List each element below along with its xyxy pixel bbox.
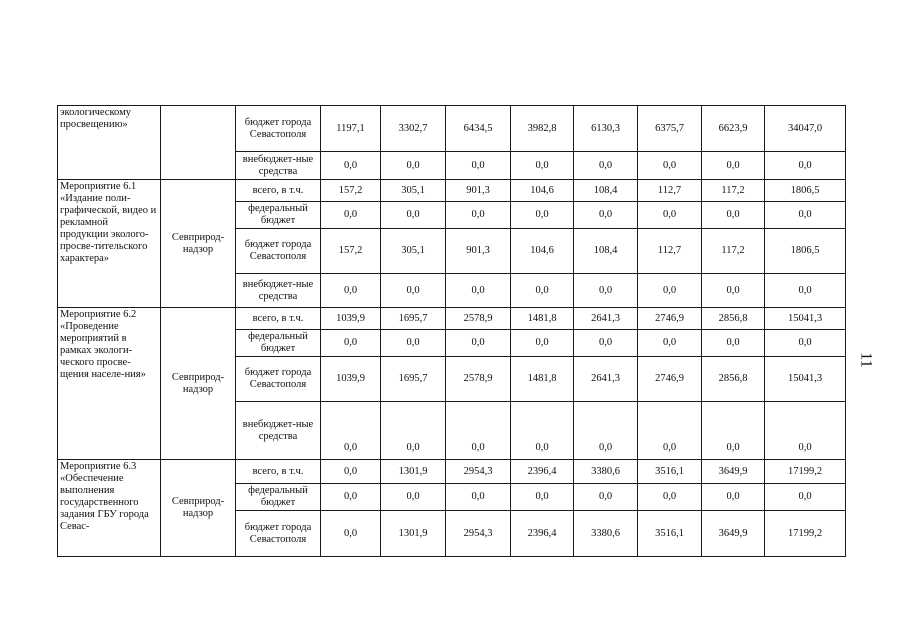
table-row [58,460,846,484]
funding-source-cell: всего, в т.ч. [236,460,321,484]
funding-source-cell: федеральный бюджет [236,484,321,511]
year-value-cell: 2856,8 [702,308,765,330]
year-value-cell: 901,3 [446,229,511,274]
year-value-cell: 2396,4 [511,511,574,557]
year-value-cell: 0,0 [446,330,511,357]
total-value-cell: 0,0 [765,484,846,511]
year-value-cell: 0,0 [574,402,638,460]
budget-table-body [58,106,846,557]
year-value-cell: 3380,6 [574,460,638,484]
year-value-cell: 2641,3 [574,308,638,330]
year-value-cell: 3982,8 [511,106,574,152]
year-value-cell: 0,0 [446,484,511,511]
funding-source-cell: бюджет города Севастополя [236,357,321,402]
year-value-cell: 0,0 [702,330,765,357]
year-value-cell: 104,6 [511,180,574,202]
year-value-cell: 1695,7 [381,308,446,330]
year-value-cell: 2396,4 [511,460,574,484]
year-value-cell: 1481,8 [511,308,574,330]
page-number: 11 [857,352,875,368]
year-value-cell: 0,0 [321,152,381,180]
executor-cell [161,106,236,180]
total-value-cell: 17199,2 [765,511,846,557]
year-value-cell: 0,0 [381,274,446,308]
year-value-cell: 3516,1 [638,511,702,557]
funding-source-cell: бюджет города Севастополя [236,106,321,152]
year-value-cell: 2954,3 [446,511,511,557]
funding-source-cell: федеральный бюджет [236,330,321,357]
year-value-cell: 6623,9 [702,106,765,152]
year-value-cell: 2746,9 [638,308,702,330]
executor-cell: Севприрод-надзор [161,180,236,308]
year-value-cell: 1301,9 [381,460,446,484]
year-value-cell: 0,0 [321,202,381,229]
year-value-cell: 2641,3 [574,357,638,402]
year-value-cell: 0,0 [321,484,381,511]
year-value-cell: 0,0 [574,202,638,229]
year-value-cell: 0,0 [511,484,574,511]
year-value-cell: 2856,8 [702,357,765,402]
year-value-cell: 0,0 [574,484,638,511]
year-value-cell: 2578,9 [446,357,511,402]
year-value-cell: 1197,1 [321,106,381,152]
total-value-cell: 34047,0 [765,106,846,152]
year-value-cell: 0,0 [638,274,702,308]
year-value-cell: 0,0 [381,202,446,229]
year-value-cell: 0,0 [446,274,511,308]
total-value-cell: 0,0 [765,152,846,180]
funding-source-cell: бюджет города Севастополя [236,511,321,557]
year-value-cell: 0,0 [574,274,638,308]
total-value-cell: 15041,3 [765,308,846,330]
year-value-cell: 108,4 [574,229,638,274]
year-value-cell: 112,7 [638,180,702,202]
year-value-cell: 0,0 [446,402,511,460]
funding-source-cell: бюджет города Севастополя [236,229,321,274]
year-value-cell: 0,0 [638,202,702,229]
total-value-cell: 1806,5 [765,180,846,202]
year-value-cell: 0,0 [381,402,446,460]
year-value-cell: 901,3 [446,180,511,202]
year-value-cell: 1301,9 [381,511,446,557]
event-name-cell: экологическому просвещению» [58,106,161,180]
year-value-cell: 117,2 [702,180,765,202]
year-value-cell: 1695,7 [381,357,446,402]
year-value-cell: 0,0 [702,402,765,460]
year-value-cell: 1039,9 [321,357,381,402]
year-value-cell: 0,0 [702,202,765,229]
funding-source-cell: федеральный бюджет [236,202,321,229]
year-value-cell: 6375,7 [638,106,702,152]
year-value-cell: 0,0 [511,152,574,180]
year-value-cell: 0,0 [511,202,574,229]
event-name-cell: Мероприятие 6.2 «Проведение мероприятий в рамках экологи-ческого просве-щения населе-ния» [58,308,161,460]
executor-cell: Севприрод-надзор [161,460,236,557]
executor-cell: Севприрод-надзор [161,308,236,460]
year-value-cell: 0,0 [638,152,702,180]
year-value-cell: 0,0 [702,274,765,308]
table-row [58,180,846,202]
year-value-cell: 0,0 [321,274,381,308]
year-value-cell: 3302,7 [381,106,446,152]
year-value-cell: 117,2 [702,229,765,274]
total-value-cell: 0,0 [765,274,846,308]
year-value-cell: 0,0 [446,202,511,229]
event-name-cell: Мероприятие 6.3 «Обеспечение выполнения государственного задания ГБУ города Севас- [58,460,161,557]
year-value-cell: 6434,5 [446,106,511,152]
total-value-cell: 0,0 [765,202,846,229]
total-value-cell: 17199,2 [765,460,846,484]
year-value-cell: 0,0 [446,152,511,180]
funding-source-cell: внебюджет-ные средства [236,402,321,460]
year-value-cell: 0,0 [574,152,638,180]
year-value-cell: 3649,9 [702,511,765,557]
year-value-cell: 0,0 [638,330,702,357]
year-value-cell: 2578,9 [446,308,511,330]
total-value-cell: 1806,5 [765,229,846,274]
year-value-cell: 1481,8 [511,357,574,402]
funding-source-cell: внебюджет-ные средства [236,152,321,180]
budget-table [57,105,846,557]
year-value-cell: 0,0 [574,330,638,357]
year-value-cell: 1039,9 [321,308,381,330]
year-value-cell: 112,7 [638,229,702,274]
year-value-cell: 0,0 [321,402,381,460]
year-value-cell: 157,2 [321,180,381,202]
total-value-cell: 0,0 [765,402,846,460]
year-value-cell: 305,1 [381,180,446,202]
year-value-cell: 0,0 [511,330,574,357]
funding-source-cell: внебюджет-ные средства [236,274,321,308]
year-value-cell: 108,4 [574,180,638,202]
year-value-cell: 305,1 [381,229,446,274]
year-value-cell: 0,0 [511,402,574,460]
year-value-cell: 3516,1 [638,460,702,484]
year-value-cell: 6130,3 [574,106,638,152]
year-value-cell: 2954,3 [446,460,511,484]
year-value-cell: 0,0 [511,274,574,308]
year-value-cell: 157,2 [321,229,381,274]
year-value-cell: 3649,9 [702,460,765,484]
table-row [58,308,846,330]
year-value-cell: 2746,9 [638,357,702,402]
table-row [58,106,846,152]
year-value-cell: 0,0 [702,484,765,511]
year-value-cell: 0,0 [321,511,381,557]
year-value-cell: 0,0 [381,484,446,511]
year-value-cell: 104,6 [511,229,574,274]
year-value-cell: 0,0 [638,484,702,511]
total-value-cell: 15041,3 [765,357,846,402]
funding-source-cell: всего, в т.ч. [236,180,321,202]
funding-source-cell: всего, в т.ч. [236,308,321,330]
year-value-cell: 0,0 [381,152,446,180]
year-value-cell: 0,0 [321,460,381,484]
year-value-cell: 0,0 [321,330,381,357]
year-value-cell: 0,0 [702,152,765,180]
year-value-cell: 0,0 [381,330,446,357]
event-name-cell: Мероприятие 6.1 «Издание поли-графической, видео и рекламной продукции эколого-просве-тительского характера» [58,180,161,308]
year-value-cell: 0,0 [638,402,702,460]
year-value-cell: 3380,6 [574,511,638,557]
total-value-cell: 0,0 [765,330,846,357]
